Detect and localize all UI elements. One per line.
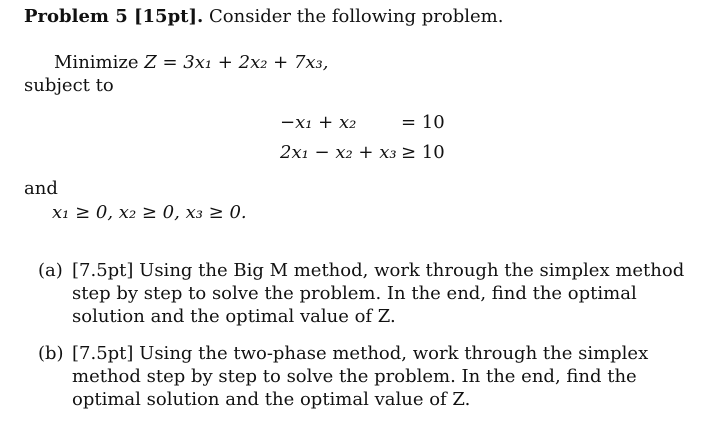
constraint-rhs: ≥ 10	[401, 142, 445, 163]
part-text: [7.5pt] Using the Big M method, work through the simplex method step by step to solve the problem. In the end, find the optimal solution and the optimal value of Z.	[72, 260, 685, 327]
problem-title: Problem 5 [15pt].	[24, 6, 204, 27]
constraint-rhs: = 10	[401, 112, 445, 133]
objective-keyword: Minimize	[54, 52, 139, 73]
part-marker: (b)	[38, 343, 64, 364]
objective-function	[54, 52, 329, 74]
nonnegativity-constraints: x₁ ≥ 0, x₂ ≥ 0, x₃ ≥ 0.	[52, 202, 247, 223]
problem-header	[24, 6, 503, 28]
and-label: and	[24, 178, 58, 199]
problem-intro: Consider the following problem.	[209, 6, 504, 27]
objective-expression: Z = 3x₁ + 2x₂ + 7x₃,	[144, 52, 329, 73]
constraint-lhs: −x₁ + x₂	[280, 112, 357, 133]
subject-to-label: subject to	[24, 75, 114, 96]
part-marker: (a)	[38, 260, 63, 281]
part-text: [7.5pt] Using the two-phase method, work through the simplex method step by step to solve the problem. In the end, find the optimal solution and the optimal value of Z.	[72, 343, 649, 410]
constraint-lhs: 2x₁ − x₂ + x₃	[280, 142, 397, 163]
